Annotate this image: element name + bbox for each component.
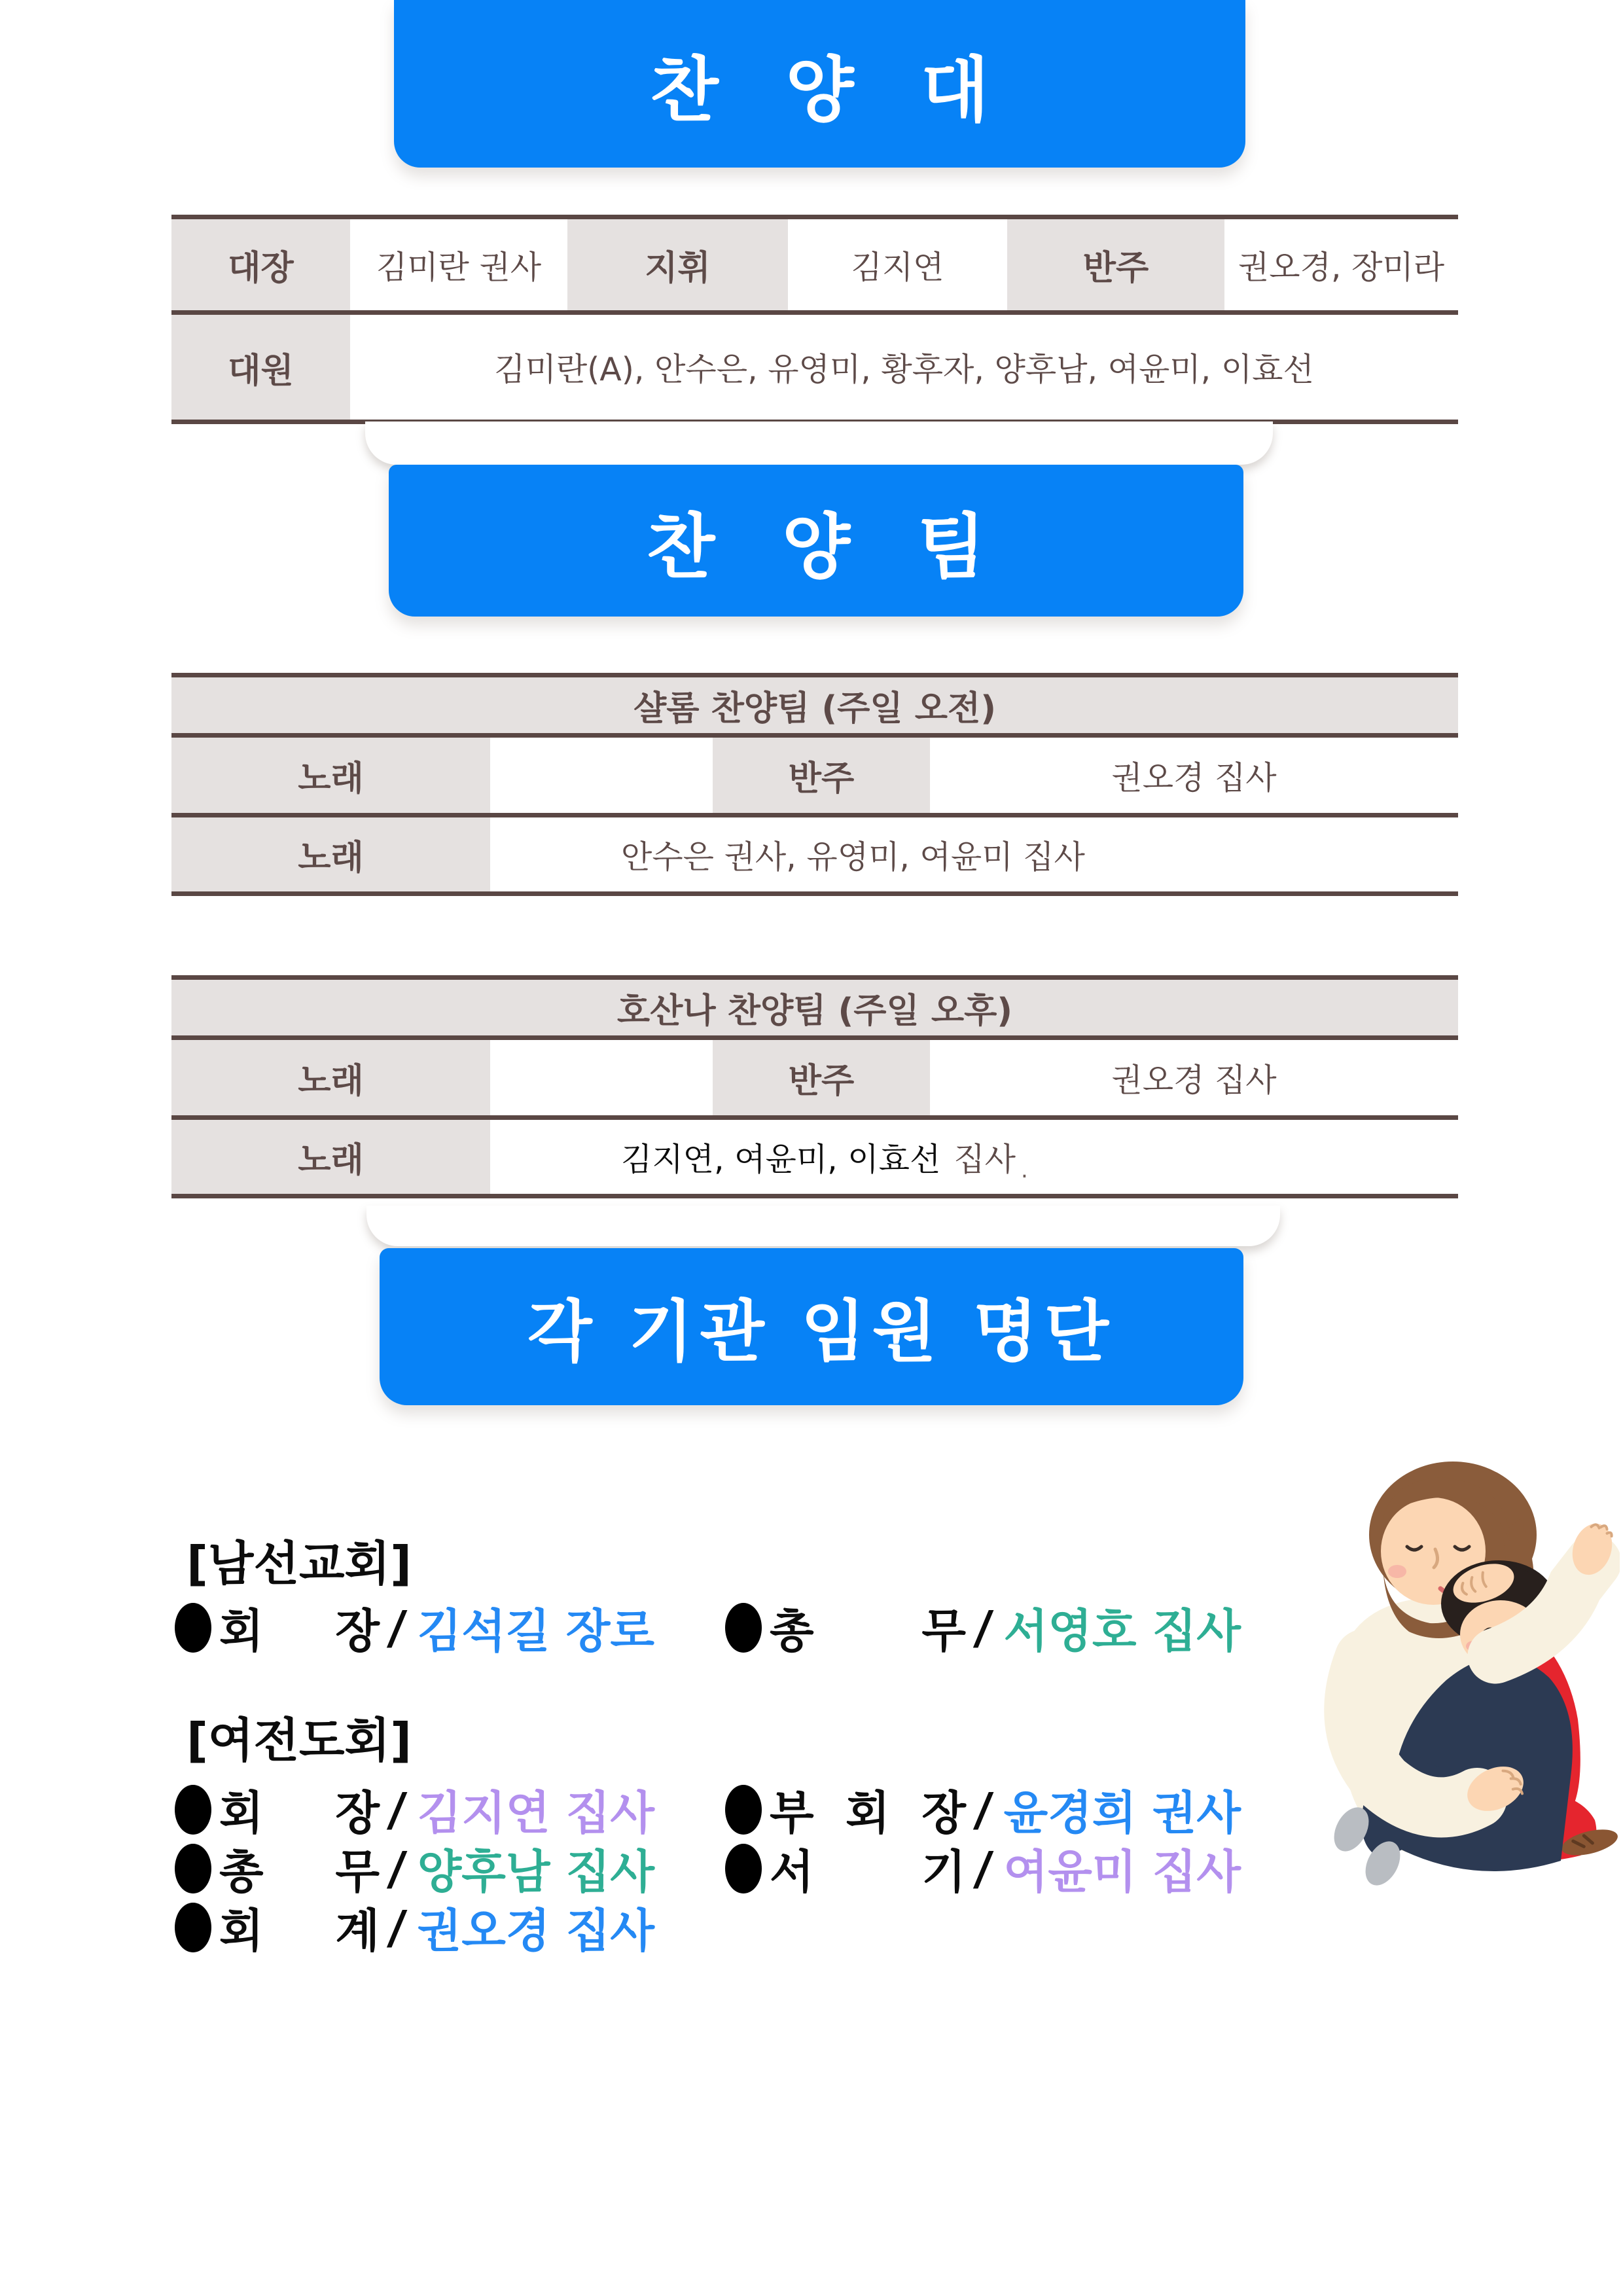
- officer-name: 서영호 집사: [1003, 1604, 1241, 1658]
- officer-roster-banner-title: 각 기관 임원 명단: [527, 1293, 1116, 1371]
- choir-banner-title: 찬 양 대: [650, 49, 1010, 132]
- slash-separator: /: [972, 1600, 995, 1655]
- shalom-table-row-1: [171, 733, 1458, 813]
- choir-table-row-1: [171, 219, 1458, 310]
- hosanna-table-row-1: [171, 1035, 1458, 1115]
- white-card-edge: [365, 422, 1273, 465]
- choir-conductor-value: 김지연: [851, 248, 944, 286]
- bullet-icon: [725, 1844, 762, 1893]
- white-card-edge-2: [366, 1206, 1280, 1246]
- bullet-icon: [175, 1903, 211, 1952]
- officer-roster-section-banner: [380, 1248, 1243, 1405]
- hosanna-accompanist-value: 권오경 집사: [1111, 1061, 1277, 1099]
- officer-name: 김지연 집사: [417, 1786, 655, 1840]
- hosanna-singers-value: [490, 1120, 1458, 1194]
- choir-section-banner: [394, 0, 1245, 168]
- officer-line-women-president: [175, 1776, 654, 1842]
- officer-title: 회 계: [219, 1904, 380, 1958]
- praise-team-banner-title: 찬 양 팀: [647, 506, 1007, 588]
- men-society-heading: [남선교회]: [187, 1536, 412, 1591]
- choir-leader-label: 대장: [171, 219, 350, 310]
- jesus-hug-illustration-svg: [1299, 1437, 1620, 1888]
- hosanna-singers-period: .: [1020, 1157, 1028, 1183]
- slash-separator: /: [385, 1841, 408, 1895]
- shalom-team-table: [171, 673, 1458, 896]
- hosanna-singers-suffix: 집사: [954, 1140, 1016, 1178]
- choir-table-row-2: [171, 310, 1458, 420]
- officer-line-women-vice-president: [725, 1776, 1241, 1842]
- officer-line-men-secretary-general: [725, 1594, 1241, 1660]
- officer-name: 양후남 집사: [417, 1845, 655, 1899]
- shalom-song-value: [490, 738, 713, 813]
- slash-separator: /: [972, 1782, 995, 1837]
- hosanna-table-title: 호산나 찬양팀 (주일 오후): [171, 980, 1458, 1035]
- officer-name: 여윤미 집사: [1003, 1845, 1241, 1899]
- officer-title: 회 장: [219, 1786, 380, 1840]
- jesus-hug-illustration: [1299, 1437, 1620, 1888]
- officer-title: 부 회 장: [770, 1786, 966, 1840]
- shalom-singers-value: 안수은 권사, 유영미, 여윤미 집사: [621, 838, 1085, 876]
- choir-accompanist-value: 권오경, 장미라: [1238, 248, 1445, 286]
- women-society-heading: [여전도회]: [187, 1713, 412, 1768]
- shalom-song-label: 노래: [171, 738, 490, 813]
- officer-title: 총 무: [770, 1604, 966, 1658]
- bullet-icon: [725, 1785, 762, 1835]
- hosanna-table-header-row: [171, 980, 1458, 1035]
- officer-line-women-treasurer: [175, 1894, 654, 1960]
- officer-name: 김석길 장로: [417, 1604, 655, 1658]
- choir-table: [171, 215, 1458, 424]
- shalom-table-header-row: [171, 677, 1458, 733]
- hosanna-song-value: [490, 1040, 713, 1115]
- choir-members-label: 대원: [171, 315, 350, 420]
- slash-separator: /: [972, 1841, 995, 1895]
- choir-leader-value: 김미란 권사: [376, 248, 542, 286]
- officer-line-men-president: [175, 1594, 654, 1660]
- choir-conductor-label: 지휘: [567, 219, 788, 310]
- officer-title: 회 장: [219, 1604, 380, 1658]
- choir-accompanist-label: 반주: [1007, 219, 1224, 310]
- officer-name: 권오경 집사: [417, 1904, 655, 1958]
- hosanna-song-label-2: 노래: [171, 1120, 490, 1194]
- hosanna-team-table: [171, 975, 1458, 1198]
- hosanna-singers-names: 김지연, 여윤미, 이효선: [621, 1140, 941, 1178]
- bullet-icon: [175, 1844, 211, 1893]
- slash-separator: /: [385, 1900, 408, 1954]
- shalom-song-label-2: 노래: [171, 817, 490, 891]
- bullet-icon: [175, 1785, 211, 1835]
- officer-title: 총 무: [219, 1845, 380, 1899]
- slash-separator: /: [385, 1782, 408, 1837]
- bullet-icon: [175, 1603, 211, 1653]
- officer-line-women-clerk: [725, 1835, 1241, 1901]
- officer-line-women-secretary-general: [175, 1835, 654, 1901]
- bullet-icon: [725, 1603, 762, 1653]
- shalom-accompanist-value: 권오경 집사: [1111, 759, 1277, 797]
- officer-title: 서 기: [770, 1845, 966, 1899]
- officer-name: 윤경희 권사: [1003, 1786, 1241, 1840]
- shalom-accompanist-label: 반주: [713, 738, 930, 813]
- choir-members-value: 김미란(A), 안수은, 유영미, 황후자, 양후남, 여윤미, 이효선: [494, 351, 1314, 388]
- hosanna-accompanist-label: 반주: [713, 1040, 930, 1115]
- shalom-table-row-2: [171, 813, 1458, 891]
- shalom-table-title: 샬롬 찬양팀 (주일 오전): [171, 677, 1458, 733]
- hosanna-song-label: 노래: [171, 1040, 490, 1115]
- praise-team-section-banner: [389, 465, 1243, 617]
- slash-separator: /: [385, 1600, 408, 1655]
- hosanna-table-row-2: [171, 1115, 1458, 1194]
